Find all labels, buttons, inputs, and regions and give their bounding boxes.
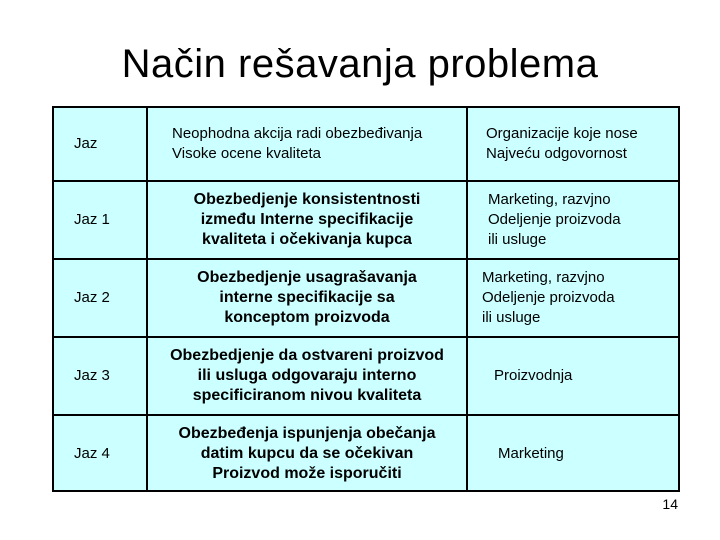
org-text-4: Marketing	[498, 445, 564, 462]
gap-cell-4	[54, 416, 146, 492]
gap-cell-3	[54, 338, 146, 414]
org-cell-2	[468, 260, 680, 336]
gap-label-2: Jaz 2	[74, 289, 110, 306]
action-text-3: Obezbedjenje da ostvareni proizvod ili usluga odgovaraju interno specificiranom nivou kvaliteta	[170, 347, 444, 404]
header-org	[468, 108, 680, 180]
header-gap-label: Jaz	[74, 135, 98, 152]
action-text-1: Obezbedjenje konsistentnosti između Interne specifikacije kvaliteta i očekivanja kupca	[193, 191, 421, 248]
action-cell-4	[148, 416, 466, 492]
header-action-label: Neophodna akcija radi obezbeđivanja Visoke ocene kvaliteta	[172, 125, 423, 162]
org-cell-3	[468, 338, 680, 414]
org-cell-1	[468, 182, 680, 258]
slide-title: Način rešavanja problema	[121, 42, 599, 86]
org-text-2: Marketing, razvjno Odeljenje proizvoda ili usluge	[482, 269, 615, 326]
header-gap	[54, 108, 146, 180]
gap-table	[52, 106, 680, 492]
action-text-2: Obezbedjenje usagrašavanja interne specifikacije sa konceptom proizvoda	[197, 269, 417, 326]
gap-cell-1	[54, 182, 146, 258]
header-org-label: Organizacije koje nose Najveću odgovornost	[486, 125, 638, 162]
page-number: 14	[662, 496, 678, 512]
org-cell-4	[468, 416, 680, 492]
org-text-3: Proizvodnja	[494, 367, 573, 384]
action-cell-2	[148, 260, 466, 336]
gap-label-4: Jaz 4	[74, 445, 110, 462]
gap-cell-2	[54, 260, 146, 336]
action-cell-3	[148, 338, 466, 414]
org-text-1: Marketing, razvjno Odeljenje proizvoda ili usluge	[488, 191, 621, 248]
action-text-4: Obezbeđenja ispunjenja obečanja datim kupcu da se očekivan Proizvod može isporučiti	[178, 425, 436, 482]
action-cell-1	[148, 182, 466, 258]
header-action	[148, 108, 466, 180]
gap-label-3: Jaz 3	[74, 367, 110, 384]
gap-label-1: Jaz 1	[74, 211, 110, 228]
